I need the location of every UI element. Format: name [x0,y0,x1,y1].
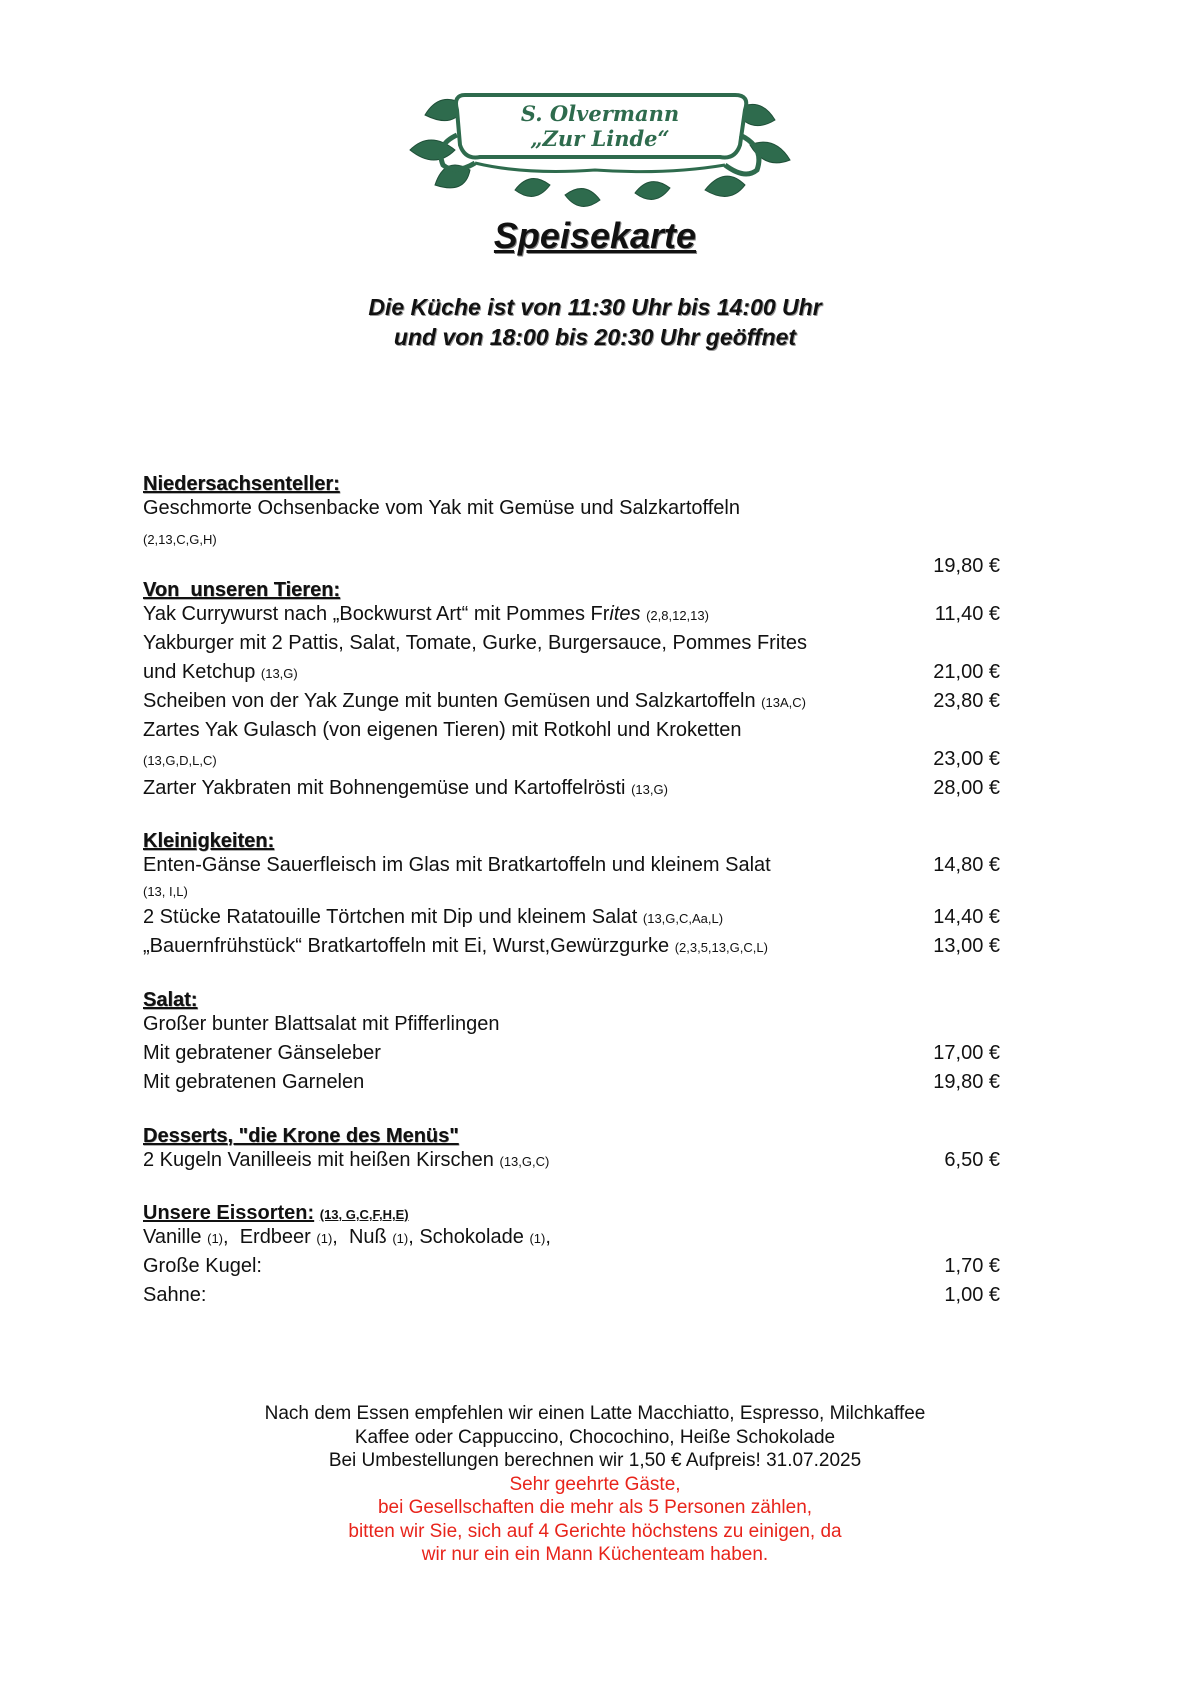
notice-line-2: bei Gesellschaften die mehr als 5 Personen zählen, [377,1497,813,1518]
menu-item [143,1148,549,1174]
footer [0,1402,1190,1567]
menu-item-allergens: (13,G,D,L,C) [143,753,217,768]
menu-item-price: 17,00 € [933,1042,1000,1064]
menu-item-name: Geschmorte Ochsenbacke vom Yak mit Gemüse und Salzkartoffeln [143,497,740,519]
section-heading-eissorten-row [143,1201,409,1227]
menu-item-allergens: (13, I,L) [143,884,188,899]
flavor-erdbeer: Erdbeer [239,1226,311,1248]
hours-line-2: und von 18:00 bis 20:30 Uhr geöffnet [393,324,797,350]
notice-line-4: wir nur ein ein Mann Küchenteam haben. [421,1544,769,1565]
menu-item-allergens: (13,G,C) [499,1154,550,1169]
menu-item-price: 28,00 € [933,777,1000,799]
menu-item-allergens: (2,3,5,13,G,C,L) [674,940,768,955]
opening-hours [0,292,1190,352]
page-title: Speisekarte [493,215,697,256]
section-heading-allergens: (13, G,C,F,H,E) [319,1207,409,1222]
ice-flavors: Vanille (1), Erdbeer (1), Nuß (1), Schokolade (1), [143,1226,551,1248]
menu-item-price: 23,00 € [933,748,1000,770]
menu-item-allergens: (13A,C) [761,695,806,710]
flavor-allergen: (1) [316,1231,333,1246]
menu-item-price: 6,50 € [944,1149,1000,1171]
menu-item-name: 2 Kugeln Vanilleeis mit heißen Kirschen [143,1149,494,1171]
menu-item-name: Zarter Yakbraten mit Bohnengemüse und Kartoffelrösti [143,777,626,799]
menu-item-intro: Großer bunter Blattsalat mit Pfifferlingen [143,1013,500,1035]
flavor-allergen: (1) [392,1231,409,1246]
section-heading-niedersachsenteller: Niedersachsenteller: [143,473,340,495]
section-heading-eissorten: Unsere Eissorten: [143,1202,315,1224]
footer-line-3: Bei Umbestellungen berechnen wir 1,50 € Aufpreis! 31.07.2025 [328,1450,862,1471]
menu-item [143,776,668,802]
section-heading-salat: Salat: [143,989,198,1011]
menu-item-name: Enten-Gänse Sauerfleisch im Glas mit Bratkartoffeln und kleinem Salat [143,854,771,876]
section-heading-kleinigkeiten: Kleinigkeiten: [143,830,275,852]
menu-item-name: Yak Currywurst nach „Bockwurst Art“ mit Pommes Fr [143,603,610,625]
menu-item-name-continued: und Ketchup [143,661,256,683]
restaurant-logo [405,75,795,215]
logo-name: S. Olvermann [520,101,680,126]
menu-item-allergens: (13,G) [260,666,298,681]
menu-item-allergens: (13,G) [631,782,668,797]
menu-item-price: 14,40 € [933,906,1000,928]
menu-item-name: Sahne: [143,1284,207,1306]
logo-subtitle: „Zur Linde“ [530,126,670,151]
menu-item [143,934,768,960]
flavor-allergen: (1) [207,1231,224,1246]
flavor-schokolade: Schokolade [419,1226,524,1248]
menu-item-name: Yakburger mit 2 Pattis, Salat, Tomate, Gurke, Burgersauce, Pommes Frites [143,632,807,654]
menu-item-name: Mit gebratenen Garnelen [143,1071,365,1093]
menu-item-price: 19,80 € [933,1071,1000,1093]
section-heading-tiere: Von unseren Tieren: [143,579,341,601]
menu-item-name: Große Kugel: [143,1255,262,1277]
menu-item [143,602,709,628]
menu-item-price: 23,80 € [933,690,1000,712]
notice-line-1: Sehr geehrte Gäste, [509,1473,681,1495]
menu-item-price: 14,80 € [933,854,1000,876]
menu-item [143,660,298,686]
notice-line-3: bitten wir Sie, sich auf 4 Gerichte höchstens zu einigen, da [348,1520,842,1542]
footer-line-2: Kaffee oder Cappuccino, Chocochino, Heiße Schokolade [354,1426,836,1448]
menu-item-name: Zartes Yak Gulasch (von eigenen Tieren) mit Rotkohl und Kroketten [143,719,742,741]
flavor-vanille: Vanille [143,1226,202,1248]
menu-item-name: 2 Stücke Ratatouille Törtchen mit Dip und kleinem Salat [143,906,638,928]
menu-item-price: 19,80 € [933,555,1000,577]
menu-item-name: „Bauernfrühstück“ Bratkartoffeln mit Ei, Wurst,Gewürzgurke [143,935,670,957]
menu-item-name: Scheiben von der Yak Zunge mit bunten Gemüsen und Salzkartoffeln [143,690,756,712]
flavor-nuss: Nuß [348,1226,387,1248]
menu-item [143,905,723,931]
menu-item-allergens: (13,G,C,Aa,L) [642,911,724,926]
menu-item-name-italic: ites [609,603,641,625]
flavor-allergen: (1) [529,1231,546,1246]
menu-item-name: Mit gebratener Gänseleber [143,1042,381,1064]
menu-item-price: 11,40 € [934,603,1000,625]
menu-item-price: 1,70 € [944,1255,1000,1277]
menu-item-allergens: (2,8,12,13) [646,608,709,623]
hours-line-1: Die Küche ist von 11:30 Uhr bis 14:00 Uhr [368,294,822,320]
menu-item [143,689,806,715]
menu-item-price: 21,00 € [933,661,1000,683]
menu-item-price: 1,00 € [944,1284,1000,1306]
section-heading-desserts: Desserts, "die Krone des Menüs" [143,1125,459,1147]
menu-item-allergens: (2,13,C,G,H) [143,532,217,547]
menu-item-price: 13,00 € [933,935,1000,957]
footer-line-1: Nach dem Essen empfehlen wir einen Latte Macchiatto, Espresso, Milchkaffee [264,1403,926,1424]
